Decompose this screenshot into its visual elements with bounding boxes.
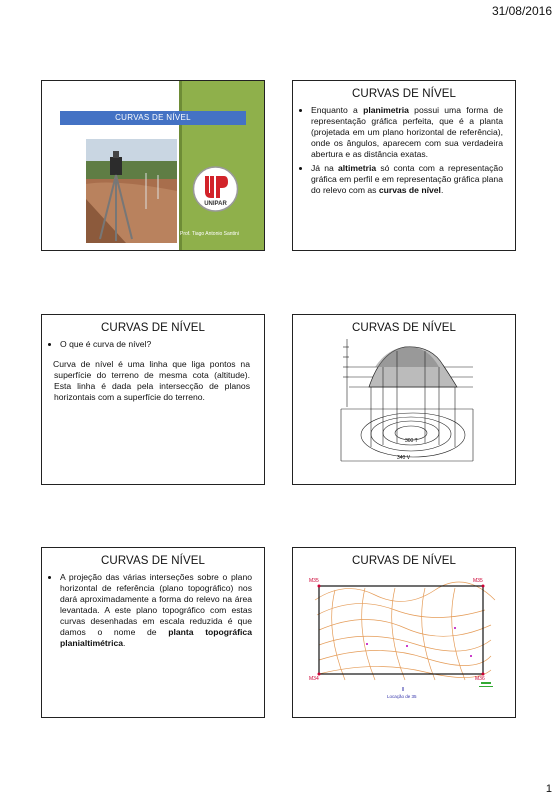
- slide-4: [292, 314, 516, 485]
- slide-title: CURVAS DE NÍVEL: [352, 88, 456, 100]
- bullet-item: • Enquanto a planimetria possui uma forma de representação gráfica perfeita, que é a planta (projetada em um plano horizontal de referência), onde os ângulos, aparecem com sua verdadeira abertura e as distância exatas.: [311, 105, 503, 160]
- bullet-item: • O que é curva de nível?: [60, 339, 252, 350]
- slide-3: [41, 314, 265, 485]
- svg-text:M36: M36: [475, 676, 485, 682]
- bullet-list: [60, 339, 252, 350]
- slide-2: [292, 80, 516, 251]
- definition-paragraph: Curva de nível é uma linha que liga pontos na superfície do terreno de mesma cota (altitude). Esta linha é dada pela intersecção de planos horizontais com a superfície do terreno.: [53, 359, 250, 402]
- slide-title: CURVAS DE NÍVEL: [352, 322, 456, 334]
- bullet-list: [60, 572, 252, 649]
- svg-text:340 V: 340 V: [397, 455, 411, 461]
- svg-text:UNIPAR: UNIPAR: [204, 201, 227, 207]
- slide-title: CURVAS DE NÍVEL: [101, 555, 205, 567]
- title-banner: CURVAS DE NÍVEL: [60, 111, 246, 125]
- survey-photo: [86, 139, 177, 243]
- slide-6: [292, 547, 516, 718]
- page-date: 31/08/2016: [491, 4, 552, 18]
- slide-title: CURVAS DE NÍVEL: [101, 322, 205, 334]
- author-name: Prof. Tiago Antonio Santini: [180, 231, 239, 237]
- bullet-item: • Já na altimetria só conta com a representação gráfica em perfil e em representação gráfica plana do relevo com as curvas de nível.: [311, 163, 503, 196]
- unipar-logo: [192, 166, 239, 212]
- svg-text:M35: M35: [309, 578, 319, 584]
- svg-text:300 T: 300 T: [405, 438, 418, 444]
- topographic-map: [305, 570, 505, 710]
- slide-1: [41, 80, 265, 251]
- svg-text:M34: M34: [309, 676, 319, 682]
- bullet-item: • A projeção das várias interseções sobre o plano horizontal de referência (plano topográfico) nos dará aproximadamente a forma do relevo na área levantada. A este plano topográfico com estas curvas desenhadas em escala reduzida é que damos o nome de planta topográfica planialtimétrica.: [60, 572, 252, 649]
- bullet-list: [311, 105, 503, 196]
- slide-title: CURVAS DE NÍVEL: [352, 555, 456, 567]
- page-number: 1: [545, 783, 552, 795]
- slide-5: [41, 547, 265, 718]
- contour-diagram: [339, 337, 475, 464]
- svg-text:M35: M35: [473, 578, 483, 584]
- svg-text:Locação de 35: Locação de 35: [387, 694, 417, 699]
